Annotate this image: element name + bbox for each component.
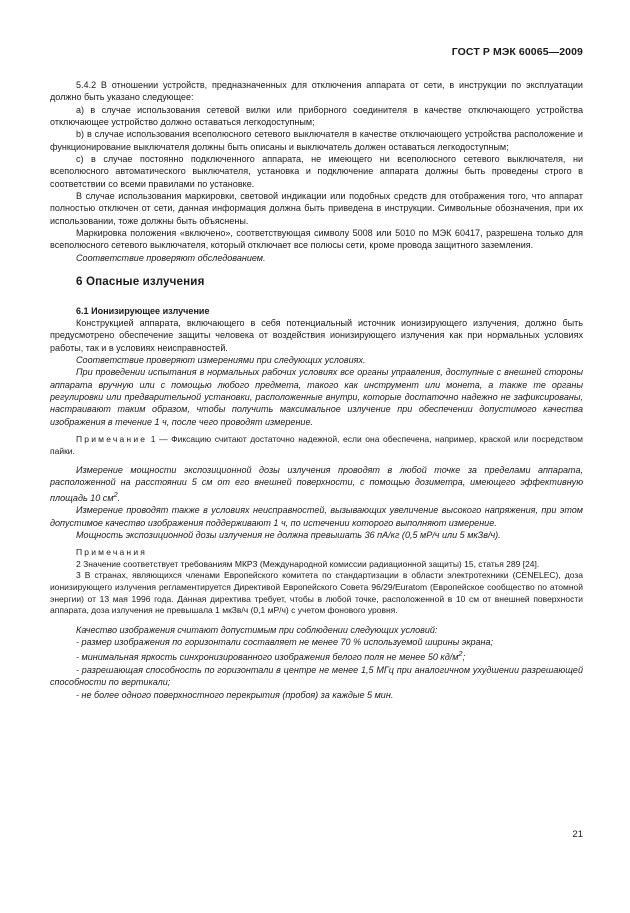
test-conditions-paragraph: При проведении испытания в нормальных рабочих условиях все органы управления, доступные с внешней стороны аппарата вручную или с помощью любого предмета, такого как инструмент или монета, а также те органы регулировки или предварительной установки, расположенные внутри, которые достаточно надежно не зафиксированы, настраивают таким образом, чтобы получить максимальное излучение при обеспечении допустимого качества изображения в течение 1 ч, после чего проводят измерение. bbox=[50, 367, 583, 427]
quality-intro: Качество изображения считают допустимым при соблюдении следующих условий: bbox=[76, 624, 438, 635]
list-item-a: a) в случае использования сетевой вилки или приборного соединителя в качестве отключающего устройства отключающее устройство должно оставаться легкодоступным; bbox=[50, 104, 583, 128]
page-number: 21 bbox=[572, 829, 583, 840]
note-1-label: Примечание bbox=[76, 433, 148, 444]
list-item-c: c) в случае постоянно подключенного аппарата, не имеющего ни всеполюсного сетевого выключателя, ни всеполюсного автоматического выключателя, установка и подключение аппарата должны быть проведены строго в соответствии со всеми правилами по установке. bbox=[50, 154, 583, 189]
note-1-text: 1 — Фиксацию считают достаточно надежной, если она обеспечена, например, краской или посредством пайки. bbox=[50, 433, 583, 456]
quality-condition-3: - разрешающая способность по горизонтали в центре не менее 1,5 МГц при аналогичном ухудшении разрешающей способности по вертикали; bbox=[50, 664, 583, 688]
quality-condition-4: - не более одного поверхностного перекрытия (пробоя) за каждые 5 мин. bbox=[76, 689, 394, 700]
compliance-measurement-text: Соответствие проверяют измерениями при следующих условиях. bbox=[76, 354, 366, 365]
measurement-superscript: 2 bbox=[113, 489, 118, 499]
note-2: 2 Значение соответствует требованиям МКРЗ (Международной комиссии радиационной защиты) 15, статья 289 [24]. bbox=[76, 558, 540, 569]
page-content bbox=[50, 79, 583, 701]
quality-2-superscript: 2 bbox=[458, 649, 463, 659]
list-item-b: b) в случае использования всеполюсного сетевого выключателя в качестве отключающего устройства расположение и функционирование выключателя должны быть описаны и выключатель должен оставаться легкодоступным; bbox=[50, 129, 583, 152]
on-position-marking-paragraph: Маркировка положения «включено», соответствующая символу 5008 или 5010 по МЭК 60417, разрешена только для всеполюсного сетевого выключателя, который отключает все полюсы сети, кроме провода защитного заземления. bbox=[50, 228, 583, 251]
quality-2-end: ; bbox=[462, 652, 466, 663]
notes-label: Примечания bbox=[76, 547, 148, 558]
measurement-end: . bbox=[117, 492, 121, 503]
note-3: 3 В странах, являющихся членами Европейского комитета по стандартизации в области электротехники (CENELEC), доза ионизирующего излучения регламентируется Директивой Европейского Совета 96/29/Euratom (Европейское сообщество по атомной энергии) от 13 мая 1996 года. Данная директива требует, чтобы в любой точке, расположенной в 10 см от внешней поверхности аппарата, доза излучения не превышала 1 мкЗв/ч (0,1 мР/ч) с учетом фонового уровня. bbox=[50, 570, 583, 616]
marking-paragraph: В случае использования маркировки, световой индикации или подобных средств для отображения того, что аппарат полностью отключен от сети, данная информация должна быть приведена в инструкции. Символьные обозначения, при их использовании, тоже должны быть объяснены. bbox=[50, 191, 583, 226]
quality-condition-1: - размер изображения по горизонтали составляет не менее 70 % используемой ширины экрана; bbox=[76, 637, 494, 648]
dose-limit-paragraph: Мощность экспозиционной дозы излучения не должна превышать 36 пА/кг (0,5 мР/ч или 5 мкЗв/ч). bbox=[76, 529, 501, 540]
measurement-text: Измерение мощности экспозиционной дозы излучения проводят в любой точке за пределами аппарата, расположенной на расстоянии 5 см от его внешней поверхности, с помощью дозиметра, имеющего эффективную площадь 10 см bbox=[50, 465, 583, 503]
fault-conditions-paragraph: Измерение проводят также в условиях неисправностей, вызывающих увеличение высокого напряжения, при этом допустимое качество изображения поддерживают 1 ч, по истечении которого выполняют измерение. bbox=[50, 505, 583, 528]
quality-condition-2 bbox=[50, 648, 583, 663]
document-header: ГОСТ Р МЭК 60065—2009 bbox=[451, 46, 583, 58]
quality-2-text: - минимальная яркость синхронизированного изображения белого поля не менее 50 кд/м bbox=[76, 652, 459, 663]
compliance-inspection-text: Соответствие проверяют обследованием. bbox=[76, 252, 266, 263]
paragraph-5-4-2: 5.4.2 В отношении устройств, предназначенных для отключения аппарата от сети, в инструкции по эксплуатации должно быть указано следующее: bbox=[50, 80, 583, 103]
note-1 bbox=[50, 434, 583, 457]
measurement-paragraph bbox=[50, 464, 583, 504]
subsection-6-1-title: 6.1 Ионизирующее излучение bbox=[76, 305, 210, 316]
section-6-title: 6 Опасные излучения bbox=[76, 275, 205, 289]
ionizing-radiation-paragraph: Конструкцией аппарата, включающего в себя потенциальный источник ионизирующего излучения, должно быть предусмотрено обеспечение защиты человека от воздействия ионизирующего излучения как при нормальных условиях работы, так и в условиях неисправностей. bbox=[50, 317, 583, 353]
